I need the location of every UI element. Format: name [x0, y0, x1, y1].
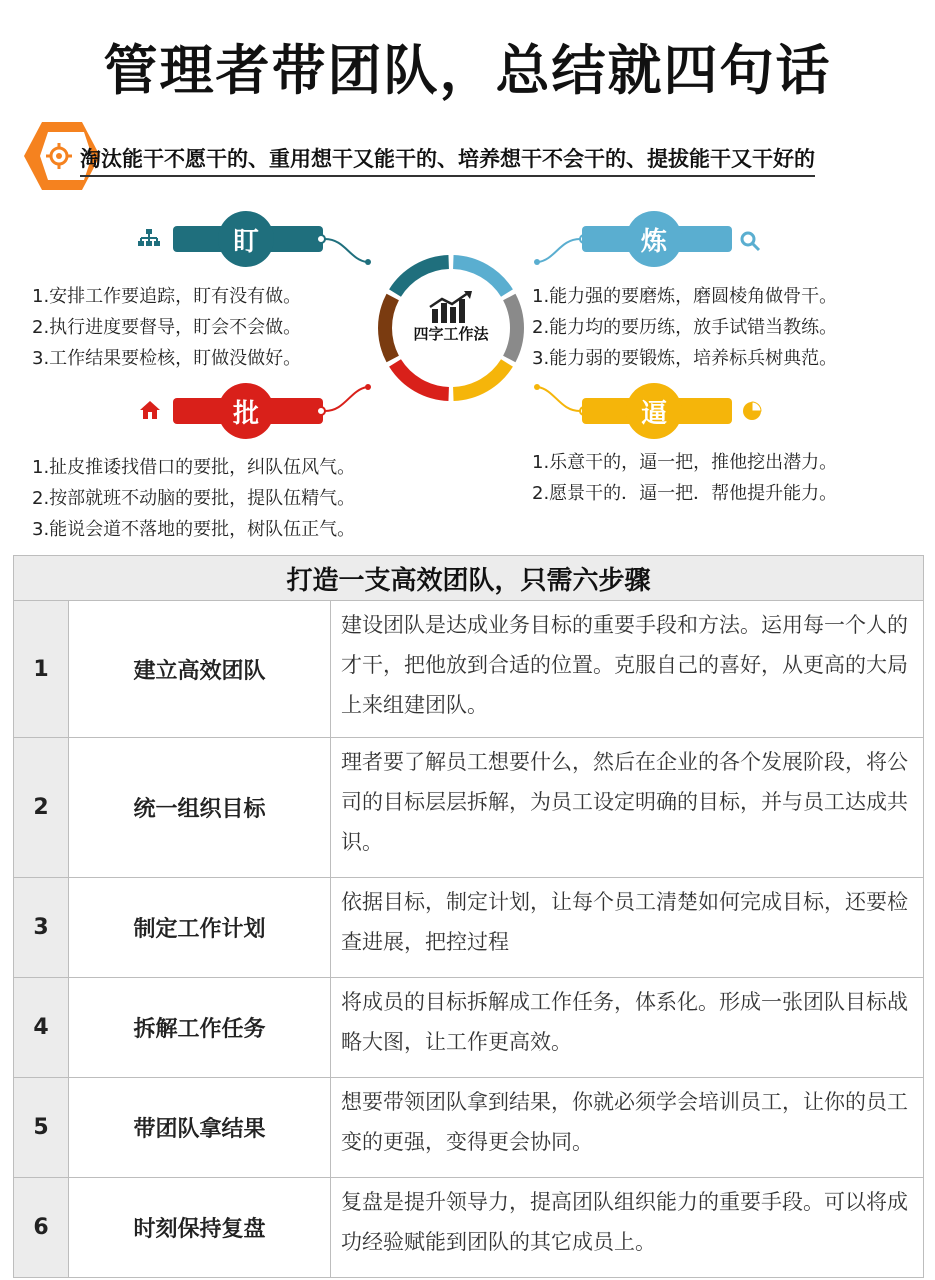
step-name: 拆解工作任务 [69, 978, 331, 1078]
banner-summary: 淘汰能干不愿干的、重用想干又能干的、培养想干不会干的、提拔能干又干好的 [80, 143, 815, 177]
table-row [14, 978, 924, 1078]
list-item: 2.愿景干的．逼一把．帮他提升能力。 [532, 483, 838, 504]
connector-line [315, 378, 375, 418]
step-name: 时刻保持复盘 [69, 1178, 331, 1278]
table-header-row [14, 556, 924, 601]
table-header: 打造一支高效团队，只需六步骤 [14, 556, 924, 601]
table-row [14, 878, 924, 978]
list-item: 3.能力弱的要锻炼，培养标兵树典范。 [532, 348, 838, 369]
list-item: 1.能力强的要磨炼，磨圆棱角做骨干。 [532, 286, 838, 307]
table-row [14, 601, 924, 738]
ring-segment [453, 363, 507, 394]
page-title: 管理者带团队，总结就四句话 [103, 39, 832, 102]
table-row [14, 738, 924, 878]
list-item: 2.执行进度要督导，盯会不会做。 [32, 317, 302, 338]
list-item: 3.能说会道不落地的要批，树队伍正气。 [32, 519, 356, 540]
connector-line [530, 232, 590, 272]
step-name: 制定工作计划 [69, 878, 331, 978]
step-number: 5 [14, 1078, 69, 1178]
ring-segment [453, 262, 507, 293]
step-number: 3 [14, 878, 69, 978]
list-item: 2.按部就班不动脑的要批，提队伍精气。 [32, 488, 356, 509]
pie-chart-icon [741, 400, 763, 422]
step-description: 复盘是提升领导力，提高团队组织能力的重要手段。可以将成功经验赋能到团队的其它成员上。 [331, 1178, 924, 1278]
step-name: 带团队拿结果 [69, 1078, 331, 1178]
method-lian-list [532, 281, 837, 374]
list-item: 1.乐意干的，逼一把，推他挖出潜力。 [532, 452, 838, 473]
method-pi-badge: 批 [218, 383, 274, 439]
step-description: 建设团队是达成业务目标的重要手段和方法。运用每一个人的才干，把他放到合适的位置。克服自己的喜好，从更高的大局上来组建团队。 [331, 601, 924, 738]
growth-chart-icon [428, 291, 474, 325]
method-pi-list [32, 452, 355, 545]
method-ding-list [32, 281, 301, 374]
step-description: 依据目标，制定计划，让每个员工清楚如何完成目标，还要检查进展，把控过程 [331, 878, 924, 978]
steps-table [13, 555, 924, 1278]
connector-line [530, 378, 590, 418]
method-lian-badge: 炼 [626, 211, 682, 267]
table-row [14, 1178, 924, 1278]
center-label: 四字工作法 [413, 325, 489, 343]
list-item: 3.工作结果要检核，盯做没做好。 [32, 348, 302, 369]
ring-segment [395, 262, 449, 293]
step-description: 将成员的目标拆解成工作任务，体系化。形成一张团队目标战略大图，让工作更高效。 [331, 978, 924, 1078]
step-name: 建立高效团队 [69, 601, 331, 738]
home-icon [139, 400, 161, 420]
step-description: 理者要了解员工想要什么，然后在企业的各个发展阶段，将公司的目标层层拆解，为员工设定明确的目标，并与员工达成共识。 [331, 738, 924, 878]
list-item: 1.安排工作要追踪，盯有没有做。 [32, 286, 302, 307]
method-bi-badge: 逼 [626, 383, 682, 439]
step-number: 2 [14, 738, 69, 878]
step-description: 想要带领团队拿到结果，你就必须学会培训员工，让你的员工变的更强，变得更会协同。 [331, 1078, 924, 1178]
method-bi-list [532, 447, 837, 509]
step-number: 4 [14, 978, 69, 1078]
step-number: 6 [14, 1178, 69, 1278]
step-number: 1 [14, 601, 69, 738]
method-ding-badge: 盯 [218, 211, 274, 267]
table-row [14, 1078, 924, 1178]
connector-line [315, 232, 375, 272]
magnifier-icon [739, 230, 761, 252]
step-name: 统一组织目标 [69, 738, 331, 878]
ring-segment [395, 363, 449, 394]
list-item: 1.扯皮推诿找借口的要批，纠队伍风气。 [32, 457, 356, 478]
org-chart-icon [137, 228, 161, 248]
list-item: 2.能力均的要历练，放手试错当教练。 [532, 317, 838, 338]
center-ring [376, 253, 526, 403]
